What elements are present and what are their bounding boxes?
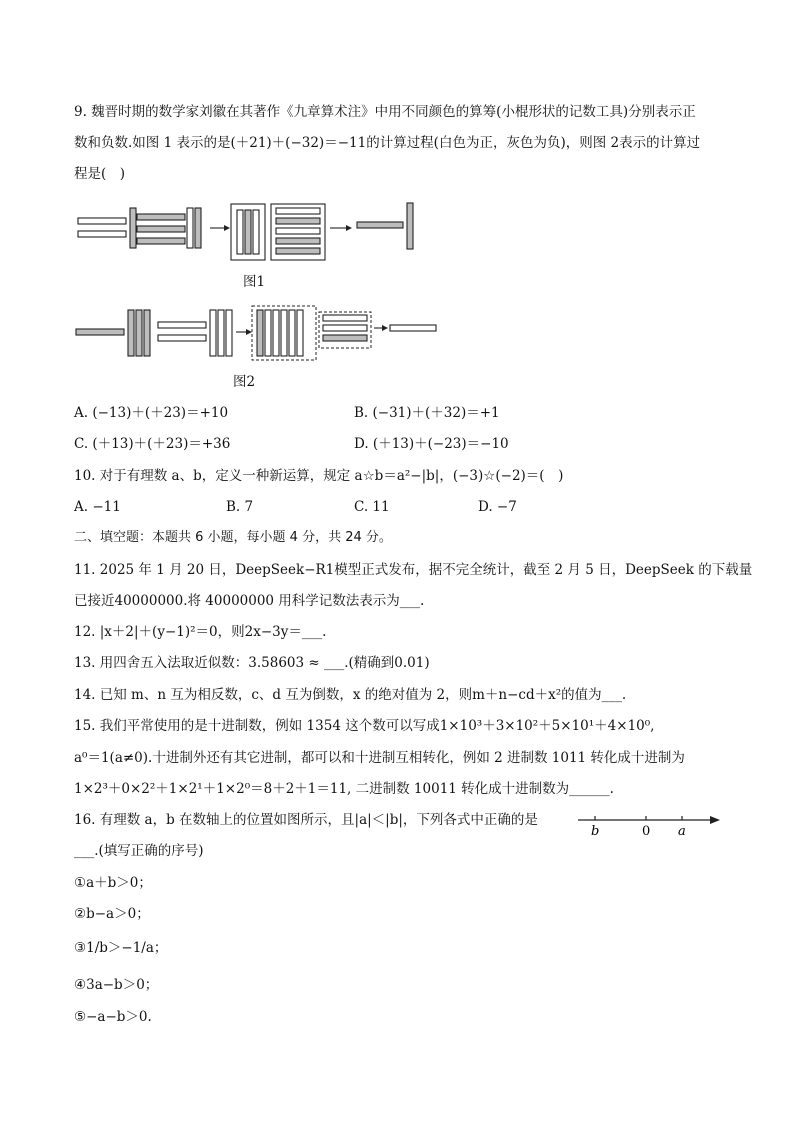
figure-2-counting-rods (74, 300, 444, 366)
section-2-heading: 二、填空题：本题共 6 小题，每小题 4 分，共 24 分。 (74, 530, 392, 545)
q9-option-d: D. (＋13)＋(−23)＝−10 (354, 436, 509, 452)
q11-line-2: 已接近40000000.将 40000000 用科学记数法表示为___. (74, 593, 425, 609)
q9-option-b: B. (−31)＋(＋32)＝+1 (354, 405, 500, 421)
q16-statement-3: ③1/b＞−1/a； (74, 940, 168, 956)
q16-statement-1: ①a＋b＞0； (74, 875, 152, 891)
axis-label-a: a (678, 824, 686, 839)
q16-statement-2: ②b−a＞0； (74, 906, 150, 922)
number-line (574, 808, 724, 842)
q9-line-3: 程是( ) (74, 166, 126, 182)
figure-1-counting-rods (74, 198, 424, 268)
q10-line-1: 10. 对于有理数 a、b，定义一种新运算，规定 a☆b＝a²−|b|，(−3)☆(−2)＝( ) (74, 468, 564, 484)
q16-line-1: 16. 有理数 a，b 在数轴上的位置如图所示，且|a|＜|b|，下列各式中正确的是 (74, 812, 538, 828)
q10-option-b: B. 7 (226, 499, 254, 515)
q10-option-d: D. −7 (478, 499, 517, 515)
figure-1-caption: 图1 (243, 274, 266, 290)
q9-option-c: C. (＋13)＋(＋23)＝+36 (74, 436, 231, 452)
figure-2-caption: 图2 (233, 374, 256, 390)
q10-option-c: C. 11 (354, 499, 390, 515)
q9-line-2: 数和负数.如图 1 表示的是(＋21)＋(−32)＝−11的计算过程(白色为正，灰色为负)，则图 2表示的计算过 (74, 135, 701, 151)
q10-option-a: A. −11 (74, 499, 121, 515)
q14-line: 14. 已知 m、n 互为相反数，c、d 互为倒数，x 的绝对值为 2，则m＋n−cd＋x²的值为___. (74, 687, 627, 703)
q9-option-a: A. (−13)＋(＋23)＝+10 (74, 405, 229, 421)
q15-line-2: a⁰＝1(a≠0).十进制外还有其它进制，都可以和十进制互相转化，例如 2 进制数 1011 转化成十进制为 (74, 750, 685, 766)
axis-label-zero: 0 (642, 824, 651, 839)
q16-statement-4: ④3a−b＞0； (74, 977, 159, 993)
q13-line: 13. 用四舍五入法取近似数：3.58603 ≈ ___.(精确到0.01) (74, 655, 430, 671)
q15-line-1: 15. 我们平常使用的是十进制数，例如 1354 这个数可以写成1×10³＋3×10²＋5×10¹＋4×10⁰, (74, 718, 655, 734)
q16-statement-5: ⑤−a−b＞0. (74, 1009, 152, 1025)
q16-line-2: ___.(填写正确的序号) (74, 843, 204, 859)
q15-line-3: 1×2³＋0×2²＋1×2¹＋1×2⁰＝8＋2＋1＝11, 二进制数 10011 转化成十进制数为______. (74, 781, 614, 797)
axis-label-b: b (591, 824, 600, 839)
q11-line-1: 11. 2025 年 1 月 20 日，DeepSeek−R1模型正式发布，据不完全统计，截至 2 月 5 日，DeepSeek 的下载量 (74, 562, 753, 578)
q12-line: 12. |x＋2|＋(y−1)²＝0，则2x−3y＝___. (74, 624, 327, 640)
q9-line-1: 9. 魏晋时期的数学家刘徽在其著作《九章算术注》中用不同颜色的算筹(小棍形状的记数工具)分别表示正 (74, 104, 696, 120)
